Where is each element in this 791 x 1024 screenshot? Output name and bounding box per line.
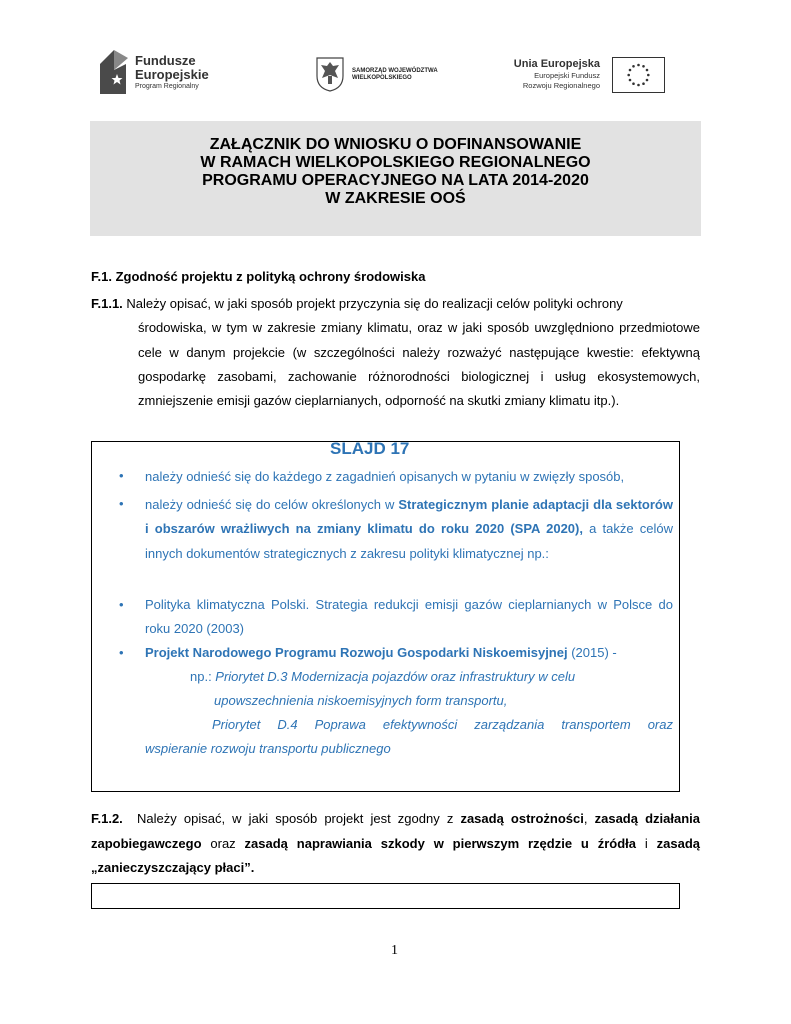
f12-number: F.1.2.	[91, 811, 123, 826]
page-number: 1	[391, 943, 398, 958]
fe-line3: Program Regionalny	[135, 83, 199, 90]
wlkp-line2: WIELKOPOLSKIEGO	[352, 75, 412, 81]
fundusze-europejskie-logo-icon	[100, 50, 132, 94]
fundusze-europejskie-text	[135, 54, 209, 92]
bullet-2-text	[145, 493, 673, 566]
b2-bold: Strategicznym planie adaptacji dla sektorów i obszarów wrażliwych na zmiany klimatu do roku 2020 (SPA 2020),	[145, 497, 673, 537]
bullet-1-text: należy odnieść się do każdego z zagadnień opisanych w pytaniu w zwięzły sposób,	[145, 469, 625, 484]
b4-italic1: Priorytet D.3 Modernizacja pojazdów oraz infrastruktury w celu	[215, 669, 576, 684]
ue-line3: Rozwoju Regionalnego	[522, 81, 600, 90]
b4-italic4: wspieranie rozwoju transportu publicznego	[145, 741, 391, 756]
f11-first-line: Należy opisać, w jaki sposób projekt przyczynia się do realizacji celów polityki ochrony	[126, 296, 623, 311]
ue-line1: Unia Europejska	[513, 58, 600, 70]
b4-np: np.:	[190, 669, 216, 684]
eu-flag-icon	[612, 57, 665, 93]
f11-paragraph	[91, 292, 700, 413]
slajd-title: SLAJD 17	[330, 439, 410, 458]
title-line1: ZAŁĄCZNIK DO WNIOSKU O DOFINANSOWANIE	[209, 136, 582, 153]
title-line2: W RAMACH WIELKOPOLSKIEGO REGIONALNEGO	[200, 154, 591, 171]
fe-line1: Fundusze	[135, 53, 196, 68]
f12-b3: zasadą naprawiania szkody w pierwszym rzędzie u źródła	[244, 835, 637, 851]
f12-b2: zasadą działania zapobiegawczego	[91, 811, 700, 851]
bullet-4-text	[145, 641, 673, 665]
b4-italic3: Priorytet D.4 Poprawa efektywności zarządzania transportem oraz	[212, 717, 673, 732]
wlkp-line1: SAMORZĄD WOJEWÓDZTWA	[352, 68, 438, 74]
f12-paragraph	[91, 807, 700, 881]
b4-post: (2015) -	[567, 645, 617, 660]
b4-line2	[190, 665, 610, 689]
f12-t2: ,	[583, 811, 595, 826]
bullet-4-icon: •	[119, 645, 124, 660]
f12-t3: oraz	[201, 835, 245, 851]
f12-b4: zasadą „zanieczyszczający płaci”	[91, 835, 700, 875]
f11-number: F.1.1.	[91, 296, 123, 311]
f11-rest: środowiska, w tym w zakresie zmiany klimatu, oraz w jaki sposób uwzględniono przedmiotowe cele w danym projekcie (w szczególności należy rozważyć następujące kwestie: efektywną gospodarkę zasobami, zachowanie różnorodności biologicznej i usług ekosystemowych, zmniejszenie emisji gazów cieplarnianych, odporność na skutki zmiany klimatu itp.).	[138, 320, 700, 409]
ue-line2: Europejski Fundusz	[534, 71, 600, 80]
b2-pre: należy odnieść się do celów określonych w	[145, 497, 399, 512]
bullet-3-icon: •	[119, 597, 124, 612]
bullet-2-icon: •	[119, 496, 124, 511]
fe-line2: Europejskie	[135, 67, 209, 82]
eagle-coat-of-arms-icon	[315, 56, 345, 92]
answer-input-box[interactable]	[91, 883, 680, 909]
page-title	[90, 136, 701, 208]
f12-t1: Należy opisać, w jaki sposób projekt jest zgodny z	[137, 811, 461, 826]
b2-post: a także celów innych dokumentów strategicznych z zakresu polityki klimatycznej np.:	[145, 521, 673, 561]
b4-italic2: upowszechnienia niskoemisyjnych form transportu,	[214, 693, 508, 708]
title-line4: W ZAKRESIE OOŚ	[325, 190, 466, 207]
f12-b1: zasadą ostrożności	[460, 811, 584, 826]
section-heading: F.1. Zgodność projektu z polityką ochrony środowiska	[91, 269, 426, 284]
unia-europejska-text	[508, 57, 600, 91]
bullet-3-text: Polityka klimatyczna Polski. Strategia redukcji emisji gazów cieplarnianych w Polsce do roku 2020 (2003)	[145, 597, 673, 637]
f12-t5: .	[250, 860, 255, 875]
samorzad-text	[352, 68, 438, 82]
bullet-1-icon: •	[119, 468, 124, 483]
title-line3: PROGRAMU OPERACYJNEGO NA LATA 2014-2020	[202, 172, 589, 189]
f12-t4: i	[636, 835, 657, 851]
b4-bold: Projekt Narodowego Programu Rozwoju Gospodarki Niskoemisyjnej	[145, 645, 568, 660]
